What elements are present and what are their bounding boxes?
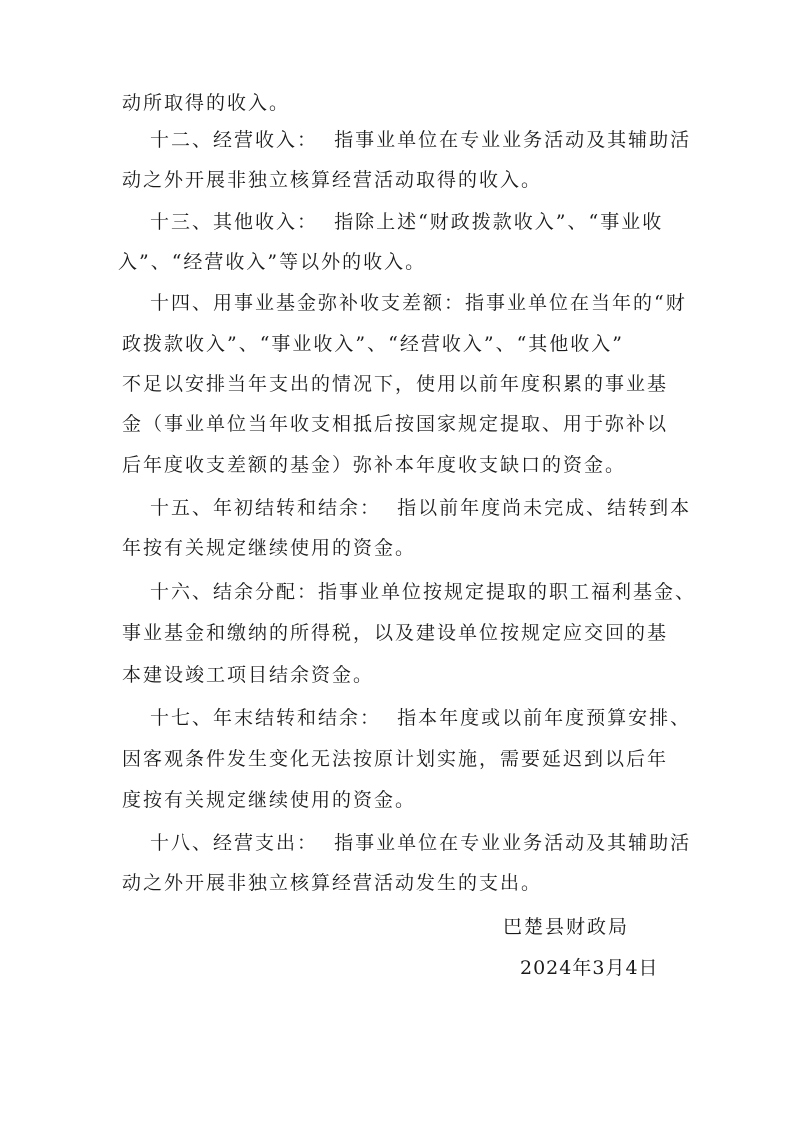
text-line: 事业基金和缴纳的所得税，以及建设单位按规定应交回的基: [122, 622, 669, 644]
paragraph-13-start: 十三、其他收入： 指除上述“财政拨款收入”、“事业收: [150, 211, 664, 233]
text-line: 金（事业单位当年收支相抵后按国家规定提取、用于弥补以: [122, 413, 669, 435]
text-line: 动之外开展非独立核算经营活动发生的支出。: [122, 872, 543, 894]
paragraph-18-start: 十八、经营支出： 指事业单位在专业业务活动及其辅助活: [150, 832, 692, 854]
paragraph-15-start: 十五、年初结转和结余： 指以前年度尚未完成、结转到本: [150, 497, 692, 519]
text-line: 政拨款收入”、“事业收入”、“经营收入”、“其他收入”: [122, 333, 624, 355]
paragraph-14-start: 十四、用事业基金弥补收支差额：指事业单位在当年的“财: [150, 292, 687, 314]
text-line: 动之外开展非独立核算经营活动取得的收入。: [122, 169, 543, 191]
text-line: 年按有关规定继续使用的资金。: [122, 537, 417, 559]
signature-org: 巴楚县财政局: [503, 916, 630, 938]
text-line: 入”、“经营收入”等以外的收入。: [118, 251, 427, 273]
text-line: 动所取得的收入。: [122, 92, 291, 114]
signature-date: 2024年3月4日: [520, 957, 659, 979]
text-line: 后年度收支差额的基金）弥补本年度收支缺口的资金。: [122, 454, 627, 476]
paragraph-17-start: 十七、年末结转和结余： 指本年度或以前年度预算安排、: [150, 707, 692, 729]
text-line: 度按有关规定继续使用的资金。: [122, 789, 417, 811]
paragraph-16-start: 十六、结余分配：指事业单位按规定提取的职工福利基金、: [150, 581, 697, 603]
text-line: 本建设竣工项目结余资金。: [122, 664, 375, 686]
text-line: 因客观条件发生变化无法按原计划实施，需要延迟到以后年: [122, 748, 669, 770]
text-line: 不足以安排当年支出的情况下，使用以前年度积累的事业基: [122, 373, 669, 395]
paragraph-12-start: 十二、经营收入： 指事业单位在专业业务活动及其辅助活: [150, 129, 692, 151]
